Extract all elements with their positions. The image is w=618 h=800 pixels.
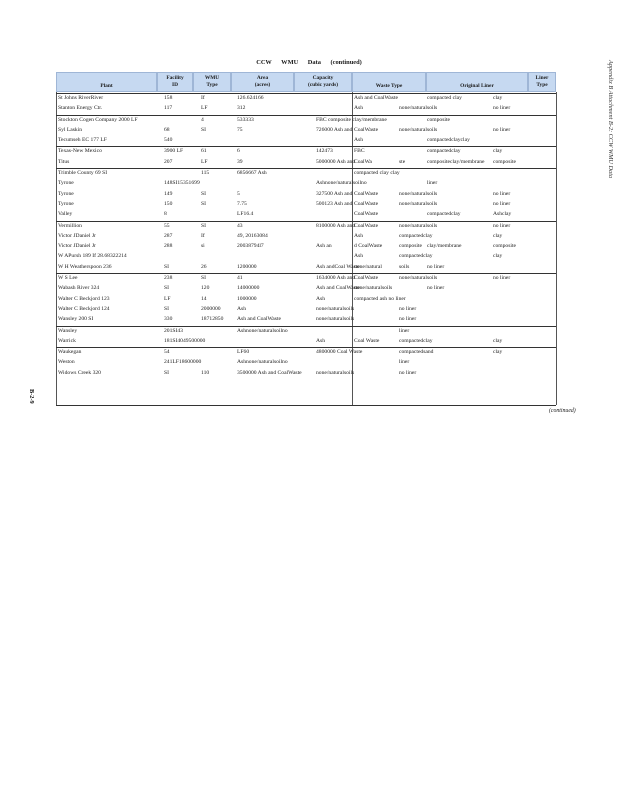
cell-waste: none/natural: [354, 263, 382, 270]
cell-area: 43: [237, 222, 243, 229]
cell-cap: none/naturalsoils: [316, 316, 355, 323]
cell-plant: Victor JDaniel Jr: [58, 232, 96, 239]
cell-liner: clay: [493, 253, 503, 260]
header-original-liner-label: Original Liner: [460, 83, 494, 89]
cell-cap: none/naturalsoils: [316, 369, 355, 376]
cell-disp: no liner: [399, 369, 417, 376]
cell-id: 3900 LF: [164, 148, 184, 155]
header-wmu-line1: WMU: [204, 75, 220, 81]
cell-disp: none/naturalsoils: [399, 222, 438, 229]
cell-disp: none/naturalsoils: [399, 190, 438, 197]
cell-disp: none/naturalsoils: [399, 275, 438, 282]
table-row: [56, 284, 556, 294]
cell-waste: Ash: [354, 105, 364, 112]
table-row: [56, 126, 556, 136]
cell-orig: compactedclay: [427, 148, 461, 155]
cell-orig: clay/membrane: [427, 243, 462, 250]
cell-cap: 142473: [316, 148, 333, 155]
cell-type: SI: [201, 275, 206, 282]
cell-plant: Walter C Beckjord 123: [58, 295, 110, 302]
cell-area: Ash and CoalWaste: [237, 316, 281, 323]
header-facility-id: [157, 72, 193, 92]
cell-plant: Wansley: [58, 327, 78, 334]
cell-orig: liner: [427, 180, 438, 187]
header-area-line1: Area: [256, 75, 269, 81]
table-row: [56, 347, 556, 358]
cell-disp: compactedsand: [399, 349, 434, 356]
cell-area: 533333: [237, 116, 254, 123]
table-row: [56, 369, 556, 379]
cell-id: 150: [164, 200, 173, 207]
cell-plant: Wabash River 324: [58, 285, 100, 292]
cell-area: LF60: [237, 349, 250, 356]
table-row: [56, 326, 556, 337]
cell-cap: Ash: [316, 295, 326, 302]
header-facility-line2: ID: [172, 82, 178, 88]
table-row: [56, 168, 556, 179]
cell-area: 14000000: [237, 285, 260, 292]
cell-liner: no liner: [493, 190, 511, 197]
cell-orig: compactedclayclay: [427, 137, 470, 144]
cell-id: SI: [164, 285, 169, 292]
cell-disp: soils: [399, 263, 410, 270]
cell-id: 287: [164, 232, 173, 239]
cell-area: 5: [237, 190, 240, 197]
cell-area: Ashnone/naturalsoilno: [237, 359, 288, 366]
header-waste-type-label: Waste Type: [375, 83, 403, 89]
table-header: [56, 72, 556, 92]
cell-type: 2000000: [201, 305, 221, 312]
cell-id: 8: [164, 211, 167, 218]
cell-liner: no liner: [493, 105, 511, 112]
cell-orig: composite: [427, 116, 450, 123]
cell-plant: Warrick: [58, 337, 76, 344]
cell-type: 4: [201, 116, 204, 123]
cell-id: 54: [164, 349, 170, 356]
cell-plant: Tecumseh EC 177 LF: [58, 137, 107, 144]
header-plant-label: Plant: [100, 83, 113, 89]
header-wmu-line2: Type: [206, 82, 218, 88]
table-row: [56, 305, 556, 315]
cell-disp: no liner: [399, 316, 417, 323]
table-row: [56, 273, 556, 284]
cell-orig: compactedclay: [427, 211, 461, 218]
cell-plant: Tyrone: [58, 180, 74, 187]
cell-area: LF16.4: [237, 211, 254, 218]
header-waste-type: [352, 72, 426, 92]
header-liner-line1: Liner: [535, 75, 549, 81]
header-facility-line1: Facility: [166, 75, 184, 81]
cell-waste: compacted ash no liner: [354, 295, 406, 302]
header-capacity-line2: (cubic yards): [307, 82, 339, 88]
table-row: [56, 136, 556, 146]
cell-liner: no liner: [493, 275, 511, 282]
cell-disp: no liner: [399, 305, 417, 312]
cell-plant: Trimble County 69 SI: [58, 170, 108, 177]
cell-type: 110: [201, 369, 210, 376]
cell-waste: Ash: [354, 137, 364, 144]
cell-waste: CoalWaste: [354, 275, 379, 282]
cell-orig: no liner: [427, 263, 445, 270]
page-number: B-2-9: [28, 389, 35, 404]
cell-id: 149: [164, 190, 173, 197]
cell-plant: Vermillion: [58, 222, 82, 229]
cell-plant: Widows Creek 320: [58, 369, 101, 376]
cell-id: 148SI15351699: [164, 180, 200, 187]
table-row: [56, 200, 556, 210]
cell-waste: CoalWaste: [354, 190, 379, 197]
table-row: [56, 337, 556, 347]
cell-waste: none/naturalsoils: [354, 285, 393, 292]
cell-disp: none/naturalsoils: [399, 126, 438, 133]
cell-disp: compactedclay: [399, 253, 433, 260]
cell-plant: St Johns RiverRiver: [58, 95, 104, 101]
continued-note: (continued): [549, 408, 576, 414]
cell-liner: composite: [493, 243, 516, 250]
cell-disp: compactedclay: [399, 337, 433, 344]
cell-waste: CoalWaste: [354, 222, 379, 229]
cell-cap: 726000 Ash and: [316, 126, 353, 133]
cell-id: SI: [164, 369, 169, 376]
cell-area: 312: [237, 105, 246, 112]
cell-area: 49, 20163084: [237, 232, 268, 239]
cell-waste: FBC: [354, 148, 365, 155]
cell-plant: W H Weatherspoon 236: [58, 263, 112, 270]
cell-type: SI: [201, 200, 206, 207]
cell-waste: CoalWa: [354, 158, 372, 165]
cell-area: Ashnone/naturalsoilno: [237, 327, 288, 334]
cell-id: 238: [164, 275, 173, 282]
cell-orig: compositeclay/membrane: [427, 158, 485, 165]
cell-id: 68: [164, 126, 170, 133]
cell-cap: 327500 Ash and: [316, 190, 353, 197]
cell-cap: FBC composite clay/membrane: [316, 116, 387, 123]
header-area: [231, 72, 294, 92]
cell-area: 1200000: [237, 263, 257, 270]
cell-id: LF: [164, 295, 171, 302]
cell-type: SI: [201, 222, 206, 229]
cell-plant: Victor JDaniel Jr: [58, 243, 96, 250]
cell-liner: clay: [493, 148, 503, 155]
cell-area: 39: [237, 158, 243, 165]
cell-cap: 8100000 Ash and: [316, 222, 356, 229]
table-row: [56, 115, 556, 126]
cell-type: 18712850: [201, 316, 224, 323]
cell-plant: Weston: [58, 359, 75, 366]
cell-orig: compacted clay: [427, 95, 462, 101]
table-bottom-rule: [56, 405, 556, 406]
cell-type: SI: [201, 126, 206, 133]
table-row: [56, 242, 556, 252]
table-row: [56, 93, 556, 104]
cell-waste: Ash and CoalWaste: [354, 95, 398, 101]
cell-liner: clay: [493, 232, 503, 239]
cell-area: 75: [237, 126, 243, 133]
cell-type: If: [201, 232, 205, 239]
cell-disp: composite: [399, 243, 422, 250]
cell-id: 201SI43: [164, 327, 183, 334]
table-row: [56, 158, 556, 168]
header-area-line2: (acres): [254, 82, 271, 88]
table-row: [56, 210, 556, 220]
header-capacity: [294, 72, 352, 92]
cell-type: 14: [201, 295, 207, 302]
cell-id: 158: [164, 95, 173, 101]
cell-waste: Ash: [354, 253, 364, 260]
cell-liner: Ashclay: [493, 211, 512, 218]
data-table-body: [56, 93, 556, 379]
cell-area: 6: [237, 148, 240, 155]
cell-waste: Ash: [354, 232, 364, 239]
cell-plant: W APursh 189 If 28.68322214: [58, 253, 127, 260]
cell-cap: 4800000 Coal Waste: [316, 349, 363, 356]
cell-cap: 500123 Ash and: [316, 200, 353, 207]
cell-waste: CoalWaste: [354, 211, 379, 218]
header-plant: [56, 72, 157, 92]
cell-liner: composite: [493, 158, 516, 165]
table-row: [56, 252, 556, 262]
cell-id: 288: [164, 243, 173, 250]
cell-disp: none/naturalsoils: [399, 200, 438, 207]
cell-liner: no liner: [493, 200, 511, 207]
cell-id: SI: [164, 263, 169, 270]
header-wmu-type: [193, 72, 231, 92]
cell-area: 1000000: [237, 295, 257, 302]
header-capacity-line1: Capacity: [312, 75, 334, 81]
cell-plant: Tyrone: [58, 190, 74, 197]
cell-area: Ash: [237, 305, 247, 312]
cell-plant: Tyrone: [58, 200, 74, 207]
cell-area: 3500000 Ash and CoalWaste: [237, 369, 302, 376]
cell-cap: 1634000 Ash and: [316, 275, 356, 282]
cell-type: 115: [201, 170, 210, 177]
cell-disp: none/naturalsoils: [399, 105, 438, 112]
cell-waste: CoalWaste: [354, 126, 379, 133]
cell-plant: Stanton Energy Ctr.: [58, 105, 103, 112]
cell-liner: clay: [493, 95, 503, 101]
table-row: [56, 179, 556, 189]
cell-plant: Stockton Cogen Company 2000 LF: [58, 116, 138, 123]
cell-plant: W S Lee: [58, 275, 78, 282]
appendix-side-title: Appendix B Attachment B-2: CCW WMU Data: [607, 60, 614, 179]
cell-cap: Ash andCoal Waste: [316, 263, 360, 270]
cell-type: 120: [201, 285, 210, 292]
cell-plant: Titus: [58, 158, 70, 165]
table-row: [56, 190, 556, 200]
cell-id: 55: [164, 222, 170, 229]
cell-plant: Walter C Beckjord 124: [58, 305, 110, 312]
cell-area: 6856667 Ash: [237, 170, 267, 177]
cell-disp: compactedclay: [399, 232, 433, 239]
cell-type: If: [201, 95, 205, 101]
cell-liner: clay: [493, 349, 503, 356]
cell-id: 330: [164, 316, 173, 323]
cell-cap: Ash and CoalWaste: [316, 285, 360, 292]
cell-id: 241LF18600000: [164, 359, 202, 366]
cell-cap: Ash an: [316, 243, 332, 250]
cell-type: 61: [201, 148, 207, 155]
cell-area: 41: [237, 275, 243, 282]
table-title: CCW WMU Data (continued): [256, 59, 362, 66]
cell-type: si: [201, 243, 205, 250]
table-row: [56, 358, 556, 368]
header-liner-line2: Type: [536, 82, 548, 88]
cell-id: 540: [164, 137, 173, 144]
cell-area: 7.75: [237, 200, 247, 207]
cell-plant: Texas-New Mexico: [58, 148, 102, 155]
cell-plant: Waukegan: [58, 349, 82, 356]
table-row: [56, 104, 556, 114]
cell-waste: compacted clay clay: [354, 170, 400, 177]
header-original-liner: [426, 72, 528, 92]
cell-type: LF: [201, 105, 208, 112]
cell-disp: liner: [399, 359, 410, 366]
cell-plant: Syl Laskin: [58, 126, 83, 133]
cell-plant: Wansley 200 SI: [58, 316, 94, 323]
cell-liner: no liner: [493, 126, 511, 133]
cell-type: LF: [201, 158, 208, 165]
cell-cap: Ashnone/naturalsoilno: [316, 180, 367, 187]
cell-area: 126.624166: [237, 95, 264, 101]
table-row: [56, 146, 556, 157]
cell-disp: ste: [399, 158, 406, 165]
cell-cap: none/naturalsoils: [316, 305, 355, 312]
cell-waste: Coal Waste: [354, 337, 380, 344]
table-row: [56, 263, 556, 273]
table-row: [56, 232, 556, 242]
table-right-border: [556, 92, 557, 405]
table-row: [56, 315, 556, 325]
cell-id: SI: [164, 305, 169, 312]
cell-liner: no liner: [493, 222, 511, 229]
cell-orig: no liner: [427, 285, 445, 292]
cell-plant: Valley: [58, 211, 73, 218]
header-liner-type: [528, 72, 556, 92]
cell-id: 181SI4049500000: [164, 337, 206, 344]
cell-type: 26: [201, 263, 207, 270]
cell-waste: CoalWaste: [354, 200, 379, 207]
cell-id: 117: [164, 105, 173, 112]
cell-liner: clay: [493, 337, 503, 344]
cell-cap: 5000000 Ash and: [316, 158, 356, 165]
cell-cap: Ash: [316, 337, 326, 344]
table-row: [56, 295, 556, 305]
cell-id: 207: [164, 158, 173, 165]
cell-waste: d CoalWaste: [354, 243, 383, 250]
cell-type: SI: [201, 190, 206, 197]
table-row: [56, 221, 556, 232]
cell-area: 20038794l7: [237, 243, 264, 250]
cell-disp: liner: [399, 327, 410, 334]
